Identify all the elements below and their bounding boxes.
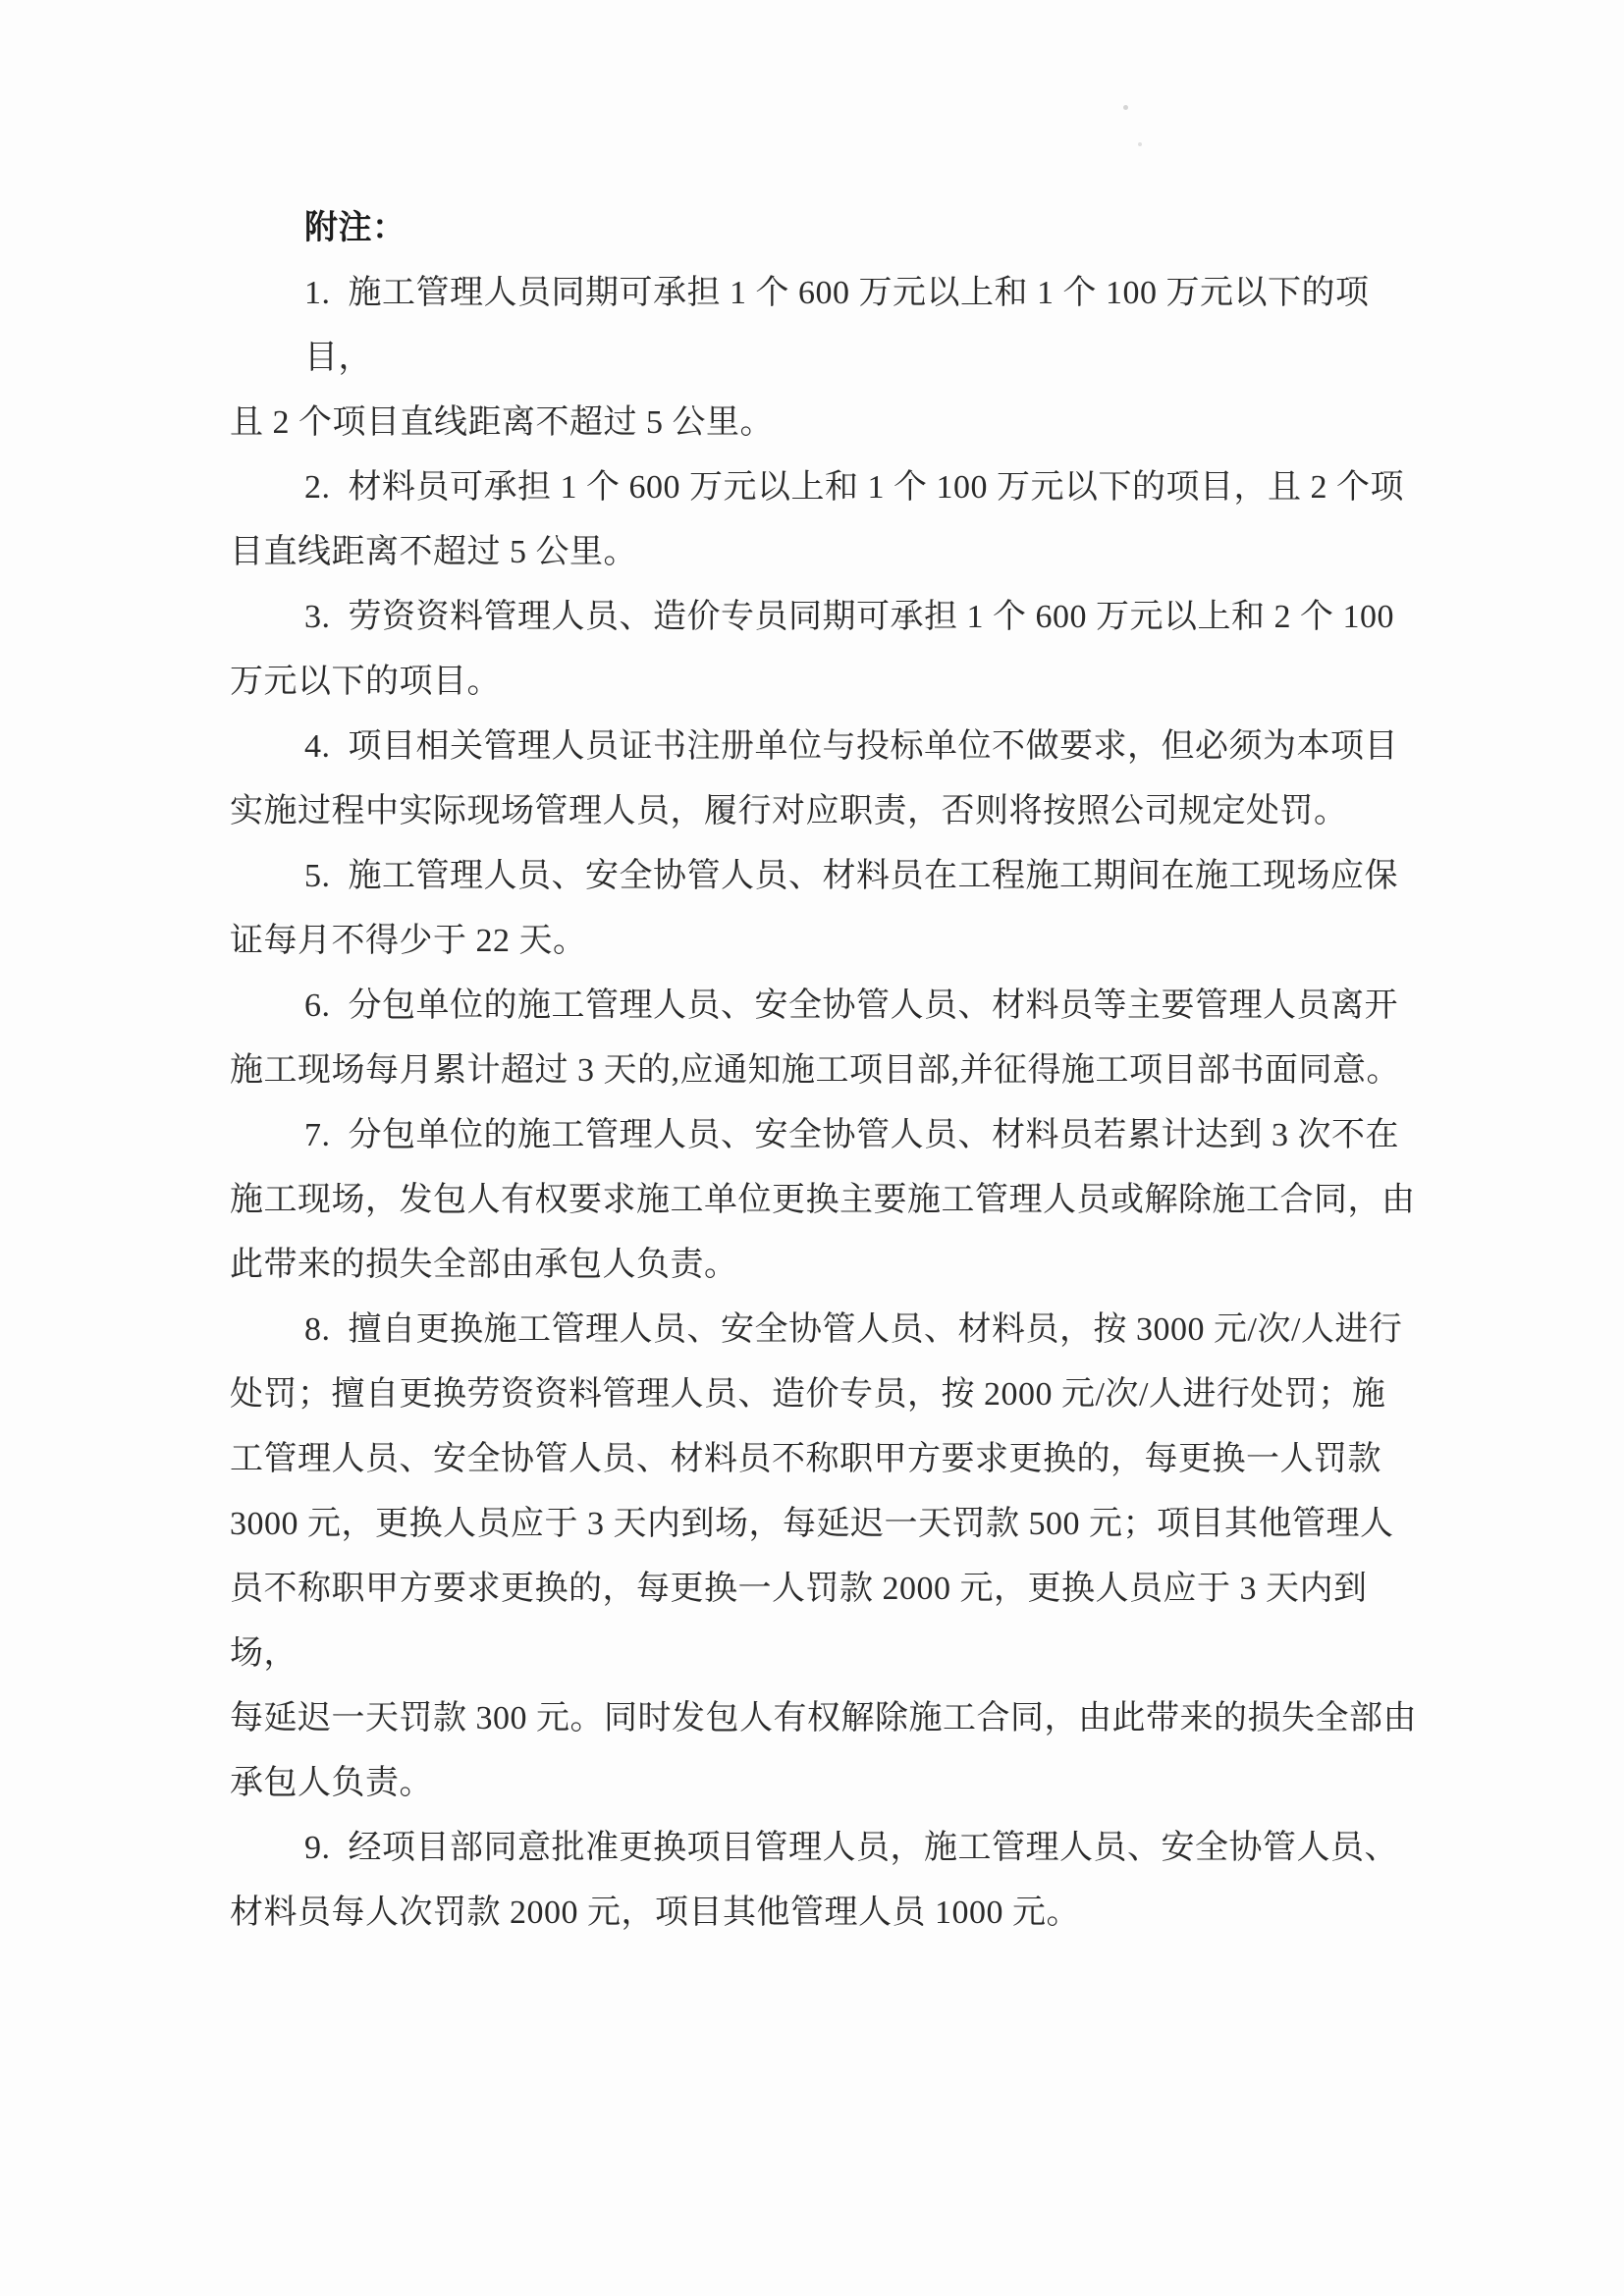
note-line: 每延迟一天罚款 300 元。同时发包人有权解除施工合同，由此带来的损失全部由 xyxy=(230,1700,1417,1736)
note-line: 5. 施工管理人员、安全协管人员、材料员在工程施工期间在施工现场应保 xyxy=(304,858,1398,894)
note-line: 3. 劳资资料管理人员、造价专员同期可承担 1 个 600 万元以上和 2 个 100 xyxy=(304,599,1394,635)
notes-title: 附注： xyxy=(304,210,406,246)
note-line: 承包人负责。 xyxy=(230,1765,433,1801)
note-line: 且 2 个项目直线距离不超过 5 公里。 xyxy=(230,404,774,441)
note-item-6 xyxy=(230,974,1430,1103)
note-item-9 xyxy=(230,1816,1430,1946)
note-line: 施工现场每月累计超过 3 天的,应通知施工项目部,并征得施工项目部书面同意。 xyxy=(230,1052,1400,1089)
note-line: 施工现场，发包人有权要求施工单位更换主要施工管理人员或解除施工合同，由 xyxy=(230,1182,1416,1218)
note-line: 8. 擅自更换施工管理人员、安全协管人员、材料员，按 3000 元/次/人进行 xyxy=(304,1311,1403,1348)
note-line: 2. 材料员可承担 1 个 600 万元以上和 1 个 100 万元以下的项目，且 2 个项 xyxy=(304,469,1404,506)
note-line: 材料员每人次罚款 2000 元，项目其他管理人员 1000 元。 xyxy=(230,1895,1080,1931)
note-item-2 xyxy=(230,455,1430,585)
note-item-1 xyxy=(230,261,1430,455)
note-item-8 xyxy=(230,1298,1430,1816)
note-line: 4. 项目相关管理人员证书注册单位与投标单位不做要求，但必须为本项目 xyxy=(304,728,1398,765)
note-line: 1. 施工管理人员同期可承担 1 个 600 万元以上和 1 个 100 万元以下的项目， xyxy=(304,275,1370,376)
note-line: 9. 经项目部同意批准更换项目管理人员，施工管理人员、安全协管人员、 xyxy=(304,1830,1398,1866)
scan-speck xyxy=(1138,142,1142,146)
scan-speck xyxy=(1123,105,1128,110)
note-line: 员不称职甲方要求更换的，每更换一人罚款 2000 元，更换人员应于 3 天内到场， xyxy=(230,1571,1368,1672)
note-line: 处罚；擅自更换劳资资料管理人员、造价专员，按 2000 元/次/人进行处罚；施 xyxy=(230,1376,1386,1413)
notes-section xyxy=(230,196,1430,1946)
note-item-7 xyxy=(230,1103,1430,1298)
note-line: 7. 分包单位的施工管理人员、安全协管人员、材料员若累计达到 3 次不在 xyxy=(304,1117,1399,1153)
note-item-4 xyxy=(230,715,1430,844)
note-line: 工管理人员、安全协管人员、材料员不称职甲方要求更换的，每更换一人罚款 xyxy=(230,1441,1381,1477)
note-line: 实施过程中实际现场管理人员，履行对应职责，否则将按照公司规定处罚。 xyxy=(230,793,1348,829)
note-item-3 xyxy=(230,585,1430,715)
note-line: 此带来的损失全部由承包人负责。 xyxy=(230,1247,738,1283)
note-line: 万元以下的项目。 xyxy=(230,664,501,700)
note-line: 6. 分包单位的施工管理人员、安全协管人员、材料员等主要管理人员离开 xyxy=(304,988,1398,1024)
note-line: 目直线距离不超过 5 公里。 xyxy=(230,534,637,570)
note-line: 证每月不得少于 22 天。 xyxy=(230,923,587,959)
note-item-5 xyxy=(230,844,1430,974)
note-line: 3000 元，更换人员应于 3 天内到场，每延迟一天罚款 500 元；项目其他管理人 xyxy=(230,1506,1394,1542)
